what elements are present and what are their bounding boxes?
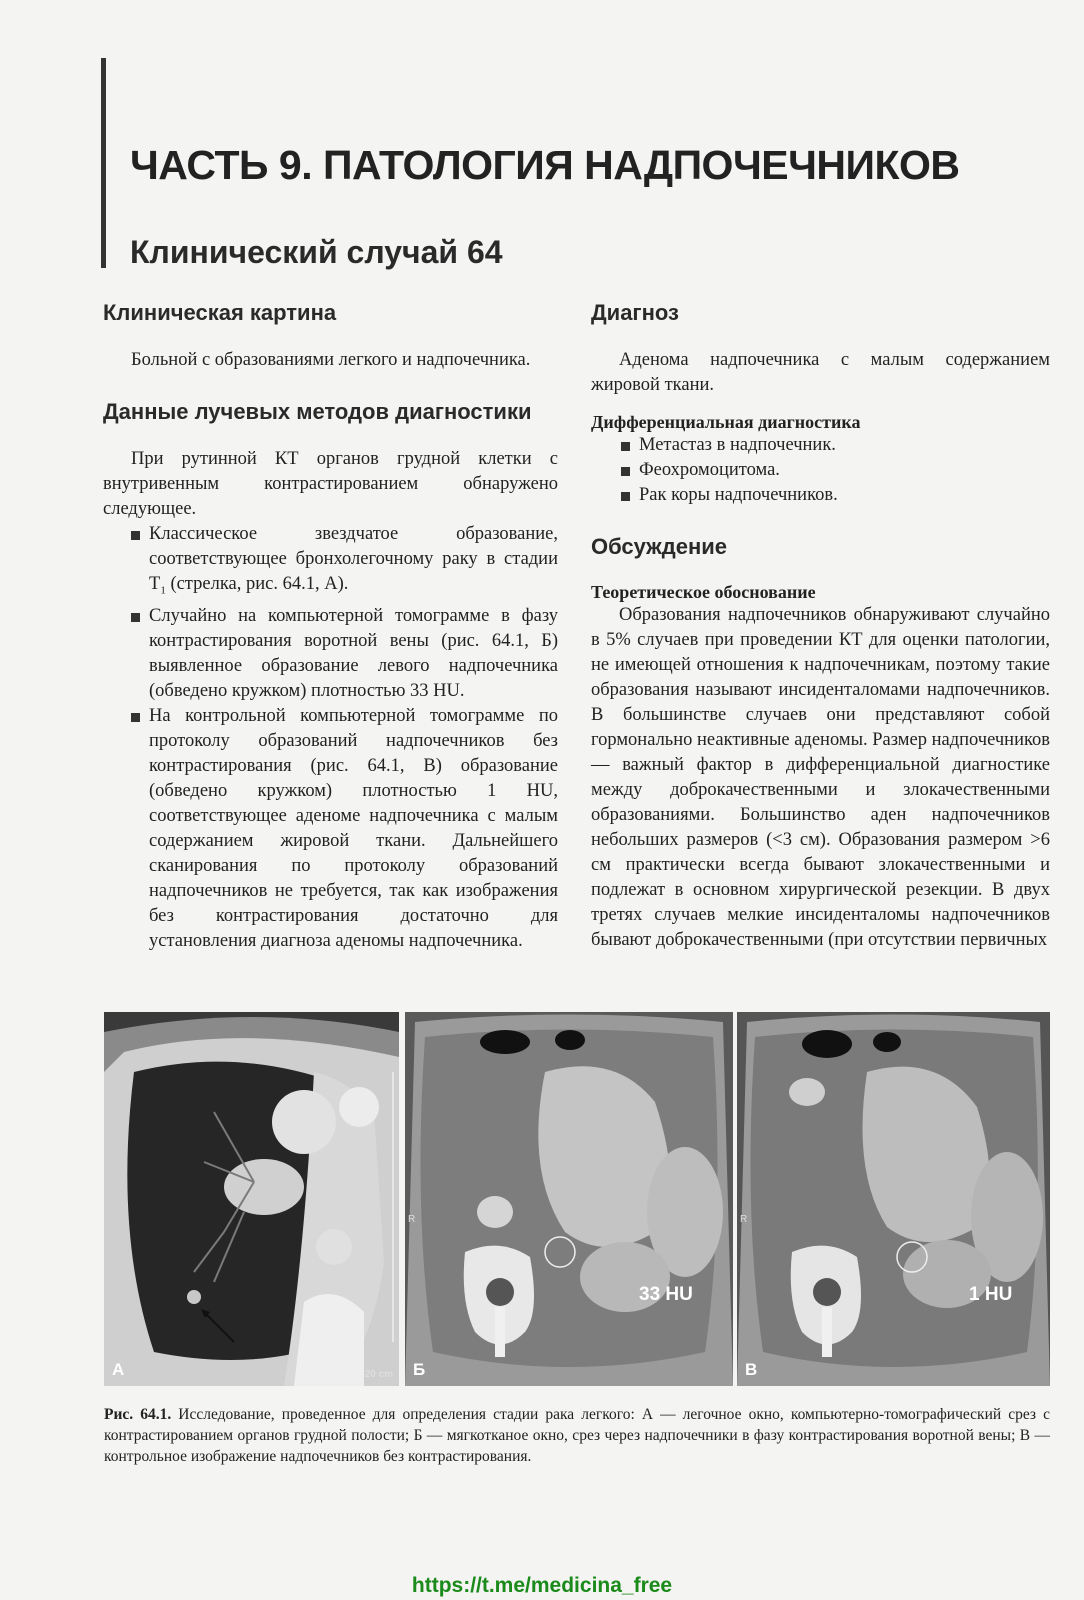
theory-heading: Теоретическое обоснование xyxy=(591,582,816,602)
findings-list xyxy=(129,522,558,954)
theory-text: Образования надпочечников обнаруживают случайно в 5% случаев при проведении КТ для оценки патологии, не имеющей отношения к надпочечникам, поэтому такие образования называют инсиденталомами надпочечников. В большинстве случаев они представляют собой гормонально неактивные аденомы. Размер надпочечников — важный фактор в дифференциальной диагностике между доброкачественными и злокачественными образованиями. Большинство аден надпочечников небольших размеров (<3 см). Образования размером >6 см практически всегда бывают злокачественными и подлежат в основном хирургической резекции. В двух третях случаев мелкие инсиденталомы надпочечников бывают доброкачественными (при отсутствии первичных xyxy=(591,605,1050,950)
clinical-text: Больной с образованиями легкого и надпочечника. xyxy=(131,350,531,370)
finding-item xyxy=(129,522,558,604)
imaging-heading: Данные лучевых методов диагностики xyxy=(103,399,532,424)
scale-label: 20 cm xyxy=(364,1369,393,1380)
finding-text: Классическое звездчатое образование, соответствующее бронхолегочному раку в стадии T xyxy=(149,524,558,594)
imaging-intro: При рутинной КТ органов грудной клетки с внутривенным контрастированием обнаружено следующее. xyxy=(103,449,558,519)
caption-text: Исследование, проведенное для определения стадии рака легкого: А — легочное окно, компьютерно-томографический срез с контрастированием органов грудной полости; Б — мягкотканое окно, срез через надпочечники в фазу контрастирования воротной вены; В — контрольное изображение надпочечников без контрастирования. xyxy=(104,1406,1051,1465)
figure-caption xyxy=(104,1404,1050,1467)
right-side-marker: R xyxy=(740,1214,748,1225)
differential-item: Феохромоцитома. xyxy=(619,458,1050,483)
chapter-side-bar xyxy=(101,58,106,268)
unenhanced-image xyxy=(737,1012,1050,1386)
ct-figure xyxy=(104,1012,1050,1386)
panel-c-density: 1 HU xyxy=(969,1284,1013,1305)
panel-c-label: В xyxy=(745,1360,758,1379)
diagnosis-heading: Диагноз xyxy=(591,300,679,325)
caption-label: Рис. 64.1. xyxy=(104,1406,172,1423)
panel-a-label: А xyxy=(112,1360,125,1379)
finding-text: (стрелка, рис. 64.1, А). xyxy=(165,574,349,594)
ct-panel-c xyxy=(737,1012,1050,1386)
left-column xyxy=(103,300,558,954)
footer-link[interactable]: https://t.me/medicina_free xyxy=(411,1574,673,1597)
clinical-heading: Клиническая картина xyxy=(103,300,337,325)
differential-list xyxy=(619,433,1050,508)
panel-b-density: 33 HU xyxy=(639,1284,693,1305)
ct-panel-a xyxy=(104,1012,399,1386)
differential-item: Метастаз в надпочечник. xyxy=(619,433,1050,458)
panel-b-label: Б xyxy=(413,1360,426,1379)
lung-window-image xyxy=(104,1012,399,1386)
soft-tissue-window-image xyxy=(405,1012,733,1386)
stage-subscript: 1 xyxy=(160,584,166,597)
part-title: ЧАСТЬ 9. ПАТОЛОГИЯ НАДПОЧЕЧНИКОВ xyxy=(130,142,960,188)
case-title: Клинический случай 64 xyxy=(130,234,503,270)
finding-item: Случайно на компьютерной томограмме в фазу контрастирования воротной вены (рис. 64.1, Б) выявленное образование левого надпочечника (обведено кружком) плотностью 33 HU. xyxy=(129,604,558,704)
differential-item: Рак коры надпочечников. xyxy=(619,483,1050,508)
discussion-heading: Обсуждение xyxy=(591,534,727,559)
right-column xyxy=(591,300,1050,953)
diagnosis-text: Аденома надпочечника с малым содержанием жировой ткани. xyxy=(591,350,1050,395)
ct-panel-b xyxy=(405,1012,733,1386)
finding-item: На контрольной компьютерной томограмме по протоколу образований надпочечников без контрастирования (рис. 64.1, В) образование (обведено кружком) плотностью 1 HU, соответствующее аденоме надпочечника с малым содержанием жировой ткани. Дальнейшего сканирования по протоколу образований надпочечников не требуется, так как изображения без контрастирования достаточно для установления диагноза аденомы надпочечника. xyxy=(129,704,558,954)
differential-heading: Дифференциальная диагностика xyxy=(591,412,861,432)
right-side-marker: R xyxy=(408,1214,416,1225)
